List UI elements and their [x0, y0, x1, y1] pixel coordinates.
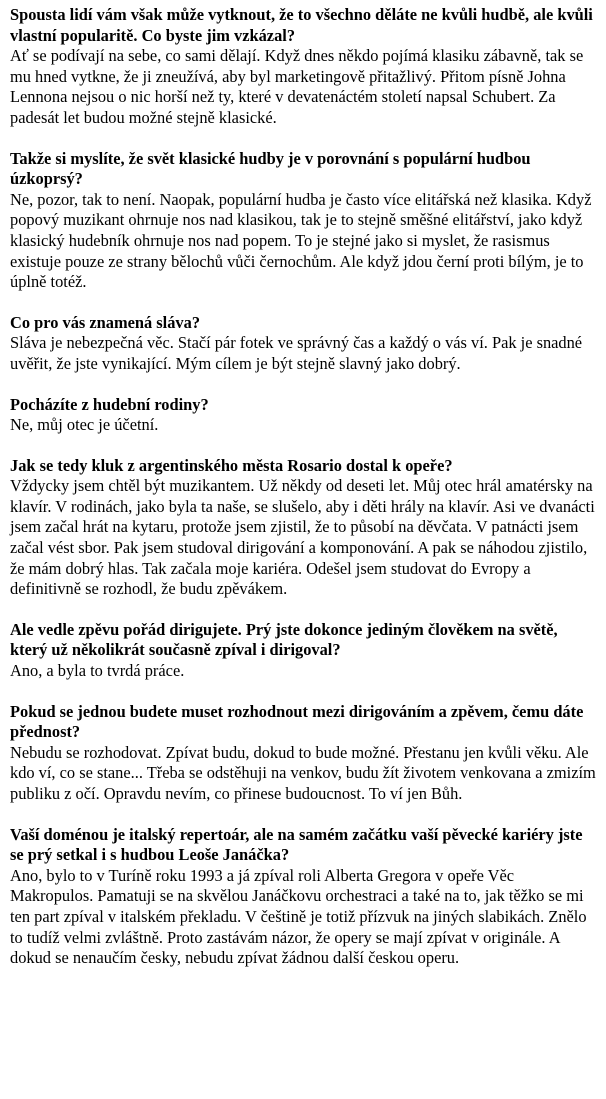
interview-answer: Ne, pozor, tak to není. Naopak, populární hudba je často více elitářská než klasika. Když popový muzikant ohrnuje nos nad klasikou, tak je to stejně směšné elitářství, jako když klasický hudebník ohrnuje nos nad popem. To je stejné jako si myslet, že rasismus existuje pouze ze strany bělochů vůči černochům. Ale když jdou černí proti bílým, je to úplně totéž.	[10, 189, 592, 292]
interview-question: Takže si myslíte, že svět klasické hudby je v porovnání s populární hudbou úzkoprsý?	[10, 148, 531, 189]
interview-answer: Ano, a byla to tvrdá práce.	[10, 661, 185, 681]
interview-answer: Ať se podívají na sebe, co sami dělají. Když dnes někdo pojímá klasiku zábavně, tak se mu hned vytkne, že ji zneužívá, aby byl marketingově přitažlivý. Přitom písně Johna Lennona nejsou o nic horší než ty, které v devatenáctém století napsal Schubert. Za padesát let budou možné stejně klasické.	[10, 46, 584, 127]
qa-block	[10, 825, 596, 969]
interview-answer: Vždycky jsem chtěl být muzikantem. Už někdy od deseti let. Můj otec hrál amatérsky na klavír. V rodinách, jako byla ta naše, se slušelo, aby i děti hrály na klavír. Asi ve dvanácti jsem začal hrát na kytaru, protože jsem zjistil, že to působí na děvčata. V patnácti jsem začal vést sbor. Pak jsem studoval dirigování a komponování. A pak se náhodou zjistilo, že mám dobrý hlas. Tak začala moje kariéra. Odešel jsem studovat do Evropy a definitivně se rozhodl, že budu zpěvákem.	[10, 476, 595, 599]
qa-block	[10, 456, 596, 600]
interview-answer: Sláva je nebezpečná věc. Stačí pár fotek ve správný čas a každý o vás ví. Pak je snadné uvěřit, že jste vynikající. Mým cílem je být stejně slavný jako dobrý.	[10, 333, 583, 373]
interview-question: Spousta lidí vám však může vytknout, že to všechno děláte ne kvůli hudbě, ale kvůli vlastní popularitě. Co byste jim vzkázal?	[10, 5, 593, 45]
interview-question: Ale vedle zpěvu pořád dirigujete. Prý jste dokonce jediným člověkem na světě, který už několikrát současně zpíval i dirigoval?	[10, 619, 558, 660]
qa-block	[10, 620, 596, 682]
interview-question: Vaší doménou je italský repertoár, ale na samém začátku vaší pěvecké kariéry jste se prý setkal i s hudbou Leoše Janáčka?	[10, 824, 583, 865]
qa-block	[10, 313, 596, 375]
qa-block	[10, 5, 596, 129]
qa-block	[10, 395, 596, 436]
interview-question: Jak se tedy kluk z argentinského města Rosario dostal k opeře?	[10, 455, 453, 475]
interview-answer: Nebudu se rozhodovat. Zpívat budu, dokud to bude možné. Přestanu jen kvůli věku. Ale kdo ví, co se stane... Třeba se odstěhuji na venkov, budu žít životem venkovana a zmizím publiku z očí. Opravdu nevím, co přinese budoucnost. To ví jen Bůh.	[10, 742, 596, 803]
qa-block	[10, 702, 596, 805]
interview-question: Pokud se jednou budete muset rozhodnout mezi dirigováním a zpěvem, čemu dáte přednost?	[10, 701, 584, 742]
interview-answer: Ano, bylo to v Turíně roku 1993 a já zpíval roli Alberta Gregora v opeře Věc Makropulos. Pamatuji se na skvělou Janáčkovu orchestraci a také na to, jak těžko se mi ten part zpíval v italském překladu. V češtině je totiž přízvuk na jiných slabikách. Znělo to tudíž velmi zvláštně. Proto zastávám názor, že opery se mají zpívat v originále. A dokud se nenaučím česky, nebudu zpívat žádnou další českou operu.	[10, 865, 587, 968]
interview-question: Co pro vás znamená sláva?	[10, 312, 201, 332]
interview-answer: Ne, můj otec je účetní.	[10, 415, 159, 435]
qa-block	[10, 149, 596, 293]
interview-question: Pocházíte z hudební rodiny?	[10, 394, 209, 414]
